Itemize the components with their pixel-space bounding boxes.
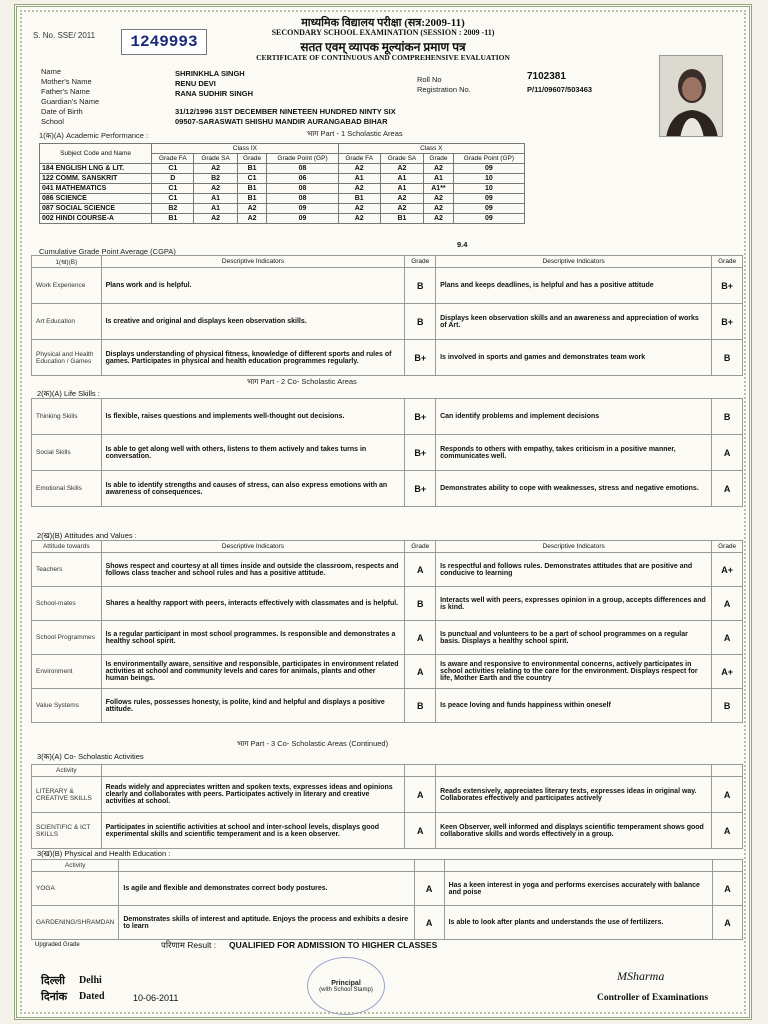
indicator-d10: Displays keen observation skills and an awareness and appreciation of works of Art. [436, 304, 712, 340]
indicator-d10: Plans and keeps deadlines, is helpful and has a positive attitude [436, 268, 712, 304]
indicator-g10: B+ [712, 304, 743, 340]
indicator-row [32, 435, 743, 471]
score-ix-fa: C1 [152, 184, 194, 194]
score-subject: 087 SOCIAL SCIENCE [40, 204, 152, 214]
indicator-g9: A [405, 655, 436, 689]
indicator-d10: Responds to others with empathy, takes criticism in a positive manner, communicates well. [436, 435, 712, 471]
score-ix-grade: B1 [237, 184, 267, 194]
score-ix-gp: 08 [267, 184, 338, 194]
indicator-cat: Social Skills [32, 435, 102, 471]
title-english: SECONDARY SCHOOL EXAMINATION (SESSION : 2009 -11) [271, 28, 495, 37]
score-x-gp: 10 [453, 174, 524, 184]
score-x-fa: A1 [338, 174, 380, 184]
indicator-row [32, 777, 743, 813]
student-name: SHRINKHLA SINGH [175, 69, 245, 78]
score-ix-grade: C1 [237, 174, 267, 184]
score-ix-gp: 08 [267, 194, 338, 204]
score-ix-sa: A2 [194, 184, 237, 194]
subject-row [40, 164, 525, 174]
score-x-grade: A2 [424, 164, 454, 174]
score-subject: 041 MATHEMATICS [40, 184, 152, 194]
indicator-cat: YOGA [32, 872, 119, 906]
scores-table [39, 143, 525, 224]
title-hindi: माध्यमिक विद्यालय परीक्षा (सत्र:2009-11) [301, 17, 465, 29]
col-gp10: Grade Point (GP) [453, 154, 524, 164]
score-x-gp: 09 [453, 164, 524, 174]
indicator-d9: Reads widely and appreciates written and spoken texts, expresses ideas and opinions clearly and collaborates with peers. Participates actively in literary and creative activities at school. [101, 777, 405, 813]
indicator-g10: B+ [712, 268, 743, 304]
score-x-fa: B1 [338, 194, 380, 204]
indicator-d10: Is respectful and follows rules. Demonstrates attitudes that are positive and conducive to learning [436, 553, 712, 587]
principal-label: Principal [331, 980, 361, 987]
indicator-d10: Is peace loving and funds happiness within oneself [436, 689, 712, 723]
score-subject: 122 COMM. SANSKRIT [40, 174, 152, 184]
score-subject: 002 HINDI COURSE-A [40, 214, 152, 224]
score-x-sa: A2 [380, 164, 423, 174]
col-desc9: Descriptive Indicators [101, 256, 405, 268]
score-x-sa: A2 [380, 194, 423, 204]
indicator-g9: B [405, 689, 436, 723]
indicator-d10: Can identify problems and implement decisions [436, 399, 712, 435]
phe-table [31, 859, 743, 940]
indicator-cat: Work Experience [32, 268, 102, 304]
roll-number: 7102381 [527, 71, 566, 82]
dated-hindi: दिनांक [41, 991, 68, 1003]
col-overall10: Grade [424, 154, 454, 164]
indicator-g10: A [712, 435, 743, 471]
father-name: RANA SUDHIR SINGH [175, 89, 254, 98]
indicator-row [32, 268, 743, 304]
col-grade9: Grade [405, 256, 436, 268]
score-x-gp: 09 [453, 204, 524, 214]
indicator-cat: SCIENTIFIC & ICT SKILLS [32, 813, 102, 849]
indicator-d9: Plans work and is helpful. [101, 268, 405, 304]
place: Delhi [79, 975, 102, 986]
phe-title: 3(ख)(B) Physical and Health Education : [37, 849, 171, 858]
score-x-fa: A2 [338, 184, 380, 194]
score-x-grade: A1 [424, 174, 454, 184]
indicator-row [32, 304, 743, 340]
score-x-gp: 09 [453, 194, 524, 204]
school-stamp [307, 957, 385, 1015]
certificate-title-hindi: सतत एवम् व्यापक मूल्यांकन प्रमाण पत्र [300, 40, 466, 54]
subject-row [40, 174, 525, 184]
indicator-cat: LITERARY & CREATIVE SKILLS [32, 777, 102, 813]
life-skills-table [31, 398, 743, 507]
student-photo [659, 55, 723, 137]
score-ix-fa: B2 [152, 204, 194, 214]
indicator-cat: Art Education [32, 304, 102, 340]
registration-number: P/11/09607/503463 [527, 85, 593, 94]
place-hindi: दिल्ली [41, 975, 65, 987]
indicator-g9: B [405, 587, 436, 621]
indicator-cat: Value Systems [32, 689, 102, 723]
score-ix-gp: 08 [267, 164, 338, 174]
indicator-g9: B [405, 304, 436, 340]
attitudes-title: 2(ख)(B) Attitudes and Values : [37, 531, 137, 540]
registration-label: Registration No. [417, 85, 471, 94]
activities-title: 3(क)(A) Co- Scholastic Activities [37, 752, 144, 761]
indicator-row [32, 872, 743, 906]
indicator-d9: Is environmentally aware, sensitive and responsible, participates in environment related activities at school and community levels and cares for animals, plants and other human beings. [101, 655, 405, 689]
col-subject: Subject Code and Name [40, 144, 152, 164]
part1-title: भाग Part - 1 Scholastic Areas [307, 129, 403, 138]
dated-label: Dated [79, 991, 105, 1002]
indicator-d9: Follows rules, possesses honesty, is polite, kind and helpful and displays a positive attitude. [101, 689, 405, 723]
col-att-grade9: Grade [405, 541, 436, 553]
col-att-grade10: Grade [712, 541, 743, 553]
indicator-d9: Participates in scientific activities at school and inter-school levels, displays good experimental skills and scientific temperament and is a keen observer. [101, 813, 405, 849]
subject-row [40, 204, 525, 214]
indicator-g9: A [405, 813, 436, 849]
indicator-g9: A [414, 872, 444, 906]
school-label: School [41, 117, 64, 126]
col-grade10: Grade [712, 256, 743, 268]
mother-name: RENU DEVI [175, 79, 216, 88]
col-sa10: Grade SA [380, 154, 423, 164]
academic-section-title: 1(क)(A) Academic Performance : [39, 131, 149, 140]
indicator-cat: Teachers [32, 553, 102, 587]
cgpa-label: Cumulative Grade Point Average (CGPA) [39, 247, 176, 256]
indicator-row [32, 813, 743, 849]
certificate [14, 4, 752, 1020]
upgraded-note: Upgraded Grade [35, 942, 80, 948]
score-subject: 086 SCIENCE [40, 194, 152, 204]
indicator-g9: A [405, 621, 436, 655]
indicator-row [32, 340, 743, 376]
score-x-fa: A2 [338, 164, 380, 174]
serial-number: 1249993 [121, 29, 207, 55]
indicator-d9: Demonstrates skills of interest and aptitude. Enjoys the process and exhibits a desire to learn [119, 906, 414, 940]
life-skills-title: 2(क)(A) Life Skills : [37, 389, 100, 398]
guardian-label: Guardian's Name [41, 97, 100, 106]
col-fa10: Grade FA [338, 154, 380, 164]
indicator-cat: Emotional Skills [32, 471, 102, 507]
col-att-desc10: Descriptive Indicators [436, 541, 712, 553]
subject-row [40, 214, 525, 224]
indicator-cat: Physical and Health Education / Games [32, 340, 102, 376]
school-name: 09507-SARASWATI SHISHU MANDIR AURANGABAD BIHAR [175, 117, 388, 126]
indicator-d10: Interacts well with peers, expresses opinion in a group, accepts differences and is kind. [436, 587, 712, 621]
indicator-row [32, 621, 743, 655]
indicator-d10: Is able to look after plants and understands the use of fertilizers. [444, 906, 712, 940]
score-x-fa: A2 [338, 214, 380, 224]
score-ix-grade: B1 [237, 164, 267, 174]
roll-label: Roll No [417, 75, 442, 84]
score-ix-grade: A2 [237, 214, 267, 224]
score-x-grade: A1** [424, 184, 454, 194]
indicator-cat: Thinking Skills [32, 399, 102, 435]
indicator-g10: A [712, 813, 743, 849]
col-attitude: Attitude towards [32, 541, 102, 553]
score-ix-gp: 09 [267, 204, 338, 214]
indicator-g10: A [713, 906, 743, 940]
date-of-birth: 31/12/1996 31ST DECEMBER NINETEEN HUNDRED NINTY SIX [175, 107, 396, 116]
indicator-g10: A [712, 777, 743, 813]
indicator-cat: GARDENING/SHRAMDAN [32, 906, 119, 940]
subject-row [40, 184, 525, 194]
indicator-row [32, 471, 743, 507]
score-ix-sa: B2 [194, 174, 237, 184]
indicator-d9: Shows respect and courtesy at all times inside and outside the classroom, respects and follows class teacher and school rules and has a positive attitude. [101, 553, 405, 587]
indicator-g9: A [405, 777, 436, 813]
score-x-sa: A1 [380, 184, 423, 194]
indicator-row [32, 655, 743, 689]
score-x-sa: B1 [380, 214, 423, 224]
indicator-g9: B+ [405, 399, 436, 435]
score-x-gp: 09 [453, 214, 524, 224]
indicator-d10: Is punctual and volunteers to be a part of school programmes on a regular basis. Displays a healthy school spirit. [436, 621, 712, 655]
score-x-sa: A2 [380, 204, 423, 214]
controller-label: Controller of Examinations [597, 993, 709, 1003]
score-ix-fa: C1 [152, 194, 194, 204]
score-ix-sa: A2 [194, 214, 237, 224]
result-label: परिणाम Result : [161, 940, 217, 950]
indicator-d9: Is flexible, raises questions and implements well-thought out decisions. [101, 399, 405, 435]
indicator-cat: Environment [32, 655, 102, 689]
dob-label: Date of Birth [41, 107, 83, 116]
indicator-d9: Displays understanding of physical fitness, knowledge of different sports and rules of games. Participates in physical and health education programmes regularly. [101, 340, 405, 376]
indicator-g10: A [712, 621, 743, 655]
col-att-desc9: Descriptive Indicators [101, 541, 405, 553]
indicator-g10: B [712, 689, 743, 723]
indicator-d9: Is agile and flexible and demonstrates correct body postures. [119, 872, 414, 906]
indicator-row [32, 399, 743, 435]
col-sa9: Grade SA [194, 154, 237, 164]
father-label: Father's Name [41, 87, 90, 96]
controller-signature: MSharma [617, 969, 665, 983]
subject-row [40, 194, 525, 204]
indicator-row [32, 906, 743, 940]
score-x-sa: A1 [380, 174, 423, 184]
score-ix-grade: A2 [237, 204, 267, 214]
part2-title: भाग Part - 2 Co- Scholastic Areas [247, 377, 357, 386]
score-ix-fa: D [152, 174, 194, 184]
col-overall9: Grade [237, 154, 267, 164]
score-x-grade: A2 [424, 204, 454, 214]
indicator-d10: Demonstrates ability to cope with weaknesses, stress and negative emotions. [436, 471, 712, 507]
score-ix-sa: A2 [194, 164, 237, 174]
indicator-g9: A [414, 906, 444, 940]
name-label: Name [41, 67, 62, 76]
score-ix-fa: B1 [152, 214, 194, 224]
indicator-g10: A [713, 872, 743, 906]
indicator-d10: Is aware and responsive to environmental concerns, actively participates in school activities relating to the care for the environment. Displays respect for life, Mother Earth and the country [436, 655, 712, 689]
indicator-row [32, 689, 743, 723]
serial-label: S. No. SSE/ 2011 [33, 31, 96, 40]
score-ix-sa: A1 [194, 194, 237, 204]
section-1b-label: 1(ख)(B) [32, 256, 102, 268]
col-activity: Activity [32, 765, 102, 777]
indicator-d10: Is involved in sports and games and demonstrates team work [436, 340, 712, 376]
score-subject: 184 ENGLISH LNG & LIT. [40, 164, 152, 174]
issue-date: 10-06-2011 [133, 993, 179, 1003]
indicator-d9: Is able to identify strengths and causes of stress, can also express emotions with an awareness of consequences. [101, 471, 405, 507]
col-gp9: Grade Point (GP) [267, 154, 338, 164]
score-ix-gp: 09 [267, 214, 338, 224]
indicator-d9: Shares a healthy rapport with peers, interacts effectively with classmates and is helpful. [101, 587, 405, 621]
indicator-g10: A [712, 587, 743, 621]
col-phe-activity: Activity [32, 860, 119, 872]
part3-title: भाग Part - 3 Co- Scholastic Areas (Continued) [237, 739, 389, 748]
score-x-grade: A2 [424, 214, 454, 224]
score-x-fa: A2 [338, 204, 380, 214]
score-x-gp: 10 [453, 184, 524, 194]
indicator-g10: B [712, 340, 743, 376]
indicator-g9: B+ [405, 471, 436, 507]
indicator-d10: Keen Observer, well informed and displays scientific temperament shows good collaborative skills and words effectively in a group. [436, 813, 712, 849]
indicator-row [32, 587, 743, 621]
certificate-title-english: CERTIFICATE OF CONTINUOUS AND COMPREHENSIVE EVALUATION [256, 53, 510, 62]
indicator-g9: B+ [405, 340, 436, 376]
indicator-d10: Has a keen interest in yoga and performs exercises accurately with balance and poise [444, 872, 712, 906]
score-ix-grade: B1 [237, 194, 267, 204]
indicator-g9: B [405, 268, 436, 304]
score-x-grade: A2 [424, 194, 454, 204]
indicator-d10: Reads extensively, appreciates literary texts, expresses ideas in original way. Collaborates effectively and participates actively [436, 777, 712, 813]
work-art-pe-table [31, 255, 743, 376]
indicator-row [32, 553, 743, 587]
indicator-g10: A+ [712, 655, 743, 689]
indicator-cat: School-mates [32, 587, 102, 621]
score-ix-sa: A1 [194, 204, 237, 214]
result-value: QUALIFIED FOR ADMISSION TO HIGHER CLASSES [229, 940, 438, 950]
indicator-d9: Is a regular participant in most school programmes. Is responsible and demonstrates a healthy school spirit. [101, 621, 405, 655]
principal-sub: (with School Stamp) [319, 987, 373, 993]
indicator-g9: A [405, 553, 436, 587]
score-ix-fa: C1 [152, 164, 194, 174]
col-fa9: Grade FA [152, 154, 194, 164]
indicator-d9: Is able to get along well with others, listens to them actively and takes turns in conversation. [101, 435, 405, 471]
class10-header: Class X [338, 144, 524, 154]
mother-label: Mother's Name [41, 77, 92, 86]
indicator-g10: A+ [712, 553, 743, 587]
indicator-cat: School Programmes [32, 621, 102, 655]
indicator-g10: A [712, 471, 743, 507]
indicator-g9: B+ [405, 435, 436, 471]
indicator-g10: B [712, 399, 743, 435]
cgpa-value: 9.4 [457, 240, 468, 249]
activities-table [31, 764, 743, 849]
class9-header: Class IX [152, 144, 338, 154]
attitudes-table [31, 540, 743, 723]
score-ix-gp: 06 [267, 174, 338, 184]
indicator-d9: Is creative and original and displays keen observation skills. [101, 304, 405, 340]
col-desc10: Descriptive Indicators [436, 256, 712, 268]
